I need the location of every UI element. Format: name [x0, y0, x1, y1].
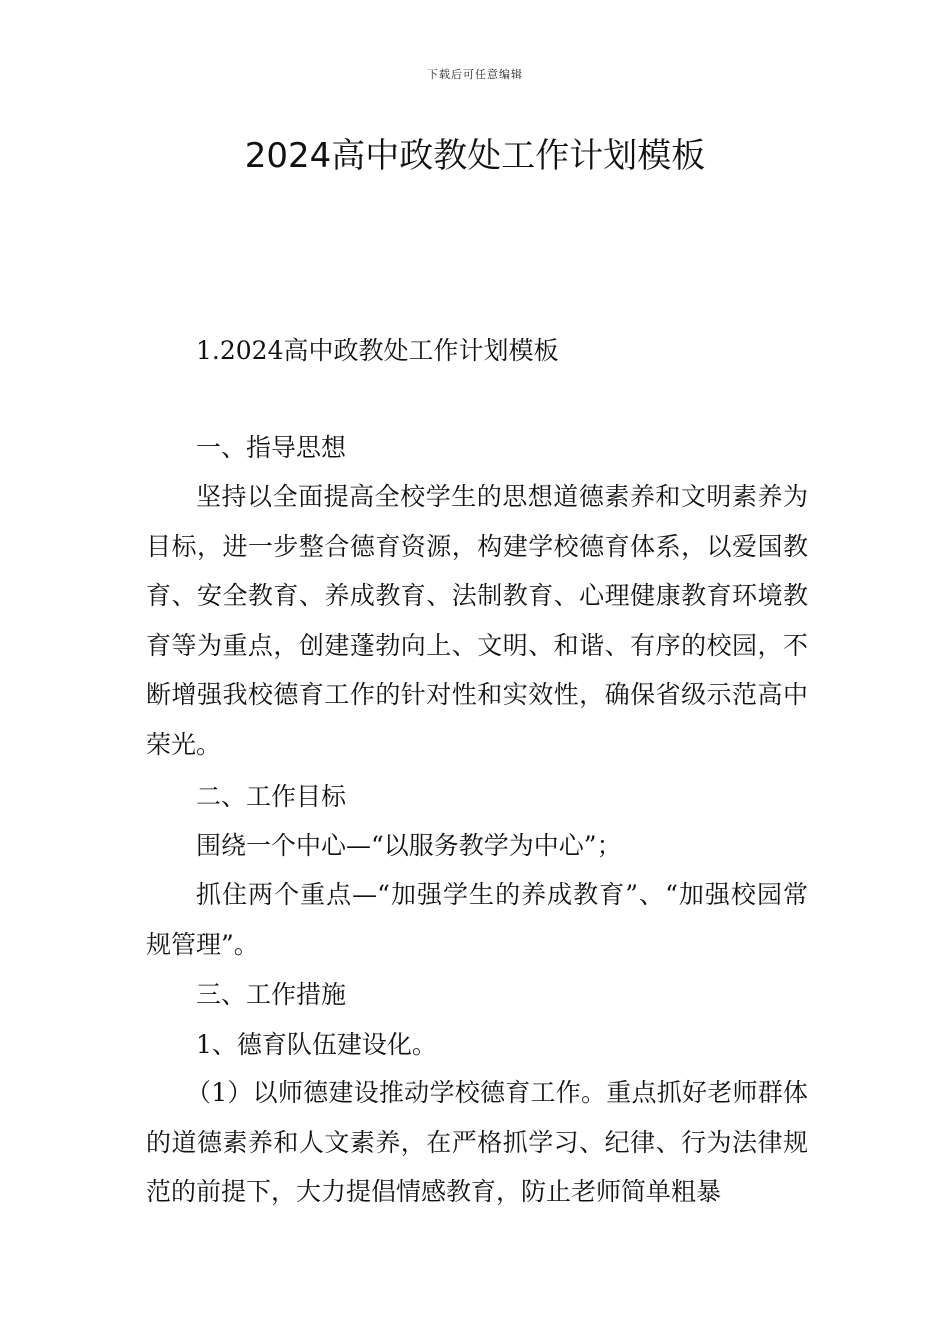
header-note: 下载后可任意编辑 [427, 68, 523, 81]
measure-item-1-sub-1: （1）以师德建设推动学校德育工作。重点抓好老师群体的道德素养和人文素养，在严格抓学习、纪律、行为法律规范的前提下，大力提倡情感教育，防止老师简单粗暴 [146, 1078, 808, 1206]
section-heading-work-measures: 三、工作措施 [196, 980, 347, 1009]
section-heading-guiding-ideology: 一、指导思想 [196, 433, 347, 462]
section-heading-work-goals: 二、工作目标 [196, 782, 347, 811]
paragraph-two-priorities: 抓住两个重点—“加强学生的养成教育”、“加强校园常规管理”。 [146, 880, 808, 959]
document-subtitle: 1.2024高中政教处工作计划模板 [196, 336, 559, 365]
measure-item-1: 1、德育队伍建设化。 [196, 1030, 437, 1059]
paragraph-guiding-ideology: 坚持以全面提高全校学生的思想道德素养和文明素养为目标，进一步整合德育资源，构建学校德育体系，以爱国教育、安全教育、养成教育、法制教育、心理健康教育环境教育等为重点，创建蓬勃向上、文明、和谐、有序的校园，不断增强我校德育工作的针对性和实效性，确保省级示范高中荣光。 [146, 482, 808, 759]
paragraph-one-center: 围绕一个中心—“以服务教学为中心”； [196, 831, 622, 860]
document-title: 2024高中政教处工作计划模板 [244, 136, 706, 176]
